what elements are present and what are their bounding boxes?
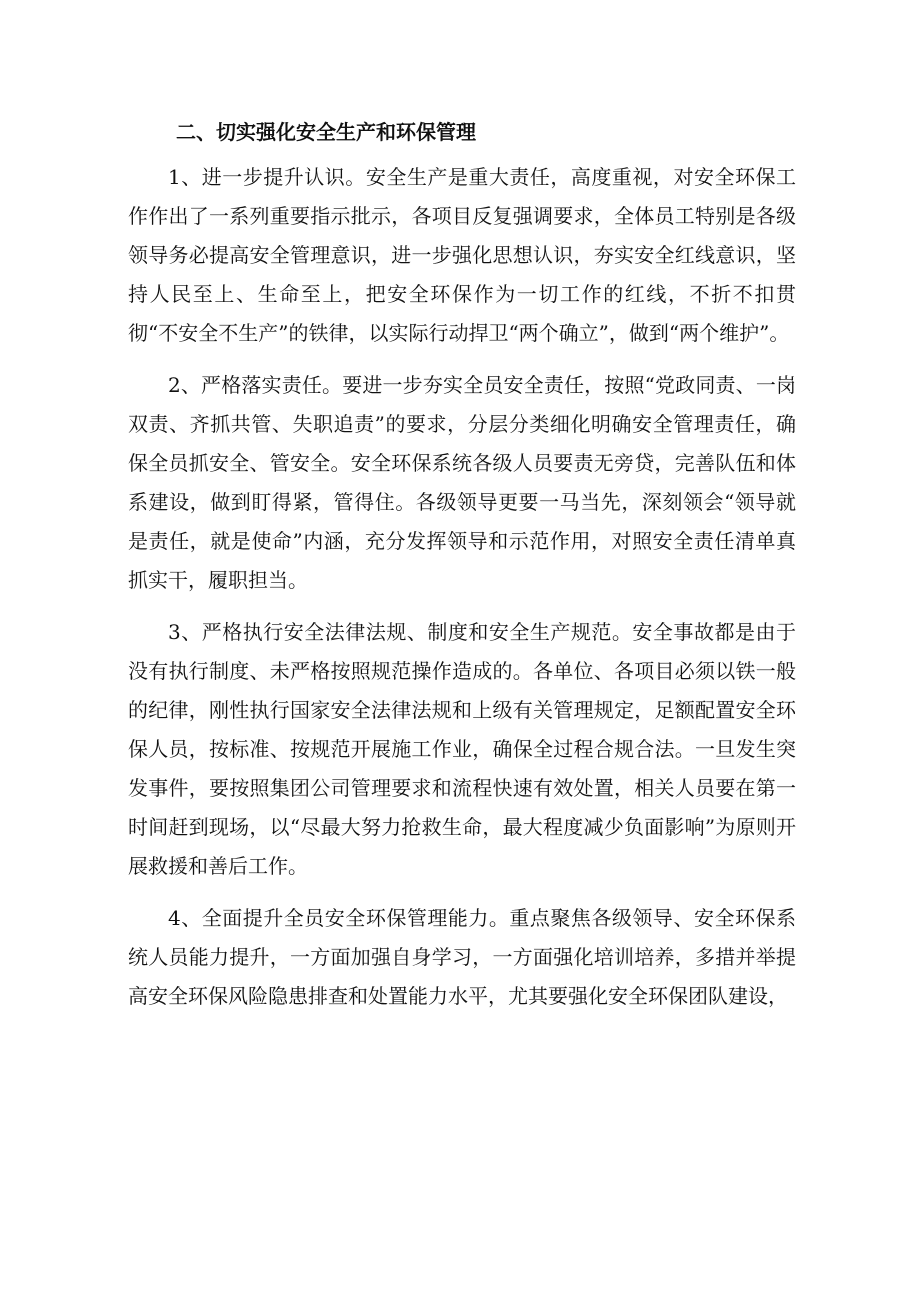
document-body [128, 114, 796, 1016]
spacer [128, 886, 796, 899]
spacer [128, 150, 796, 158]
spacer [128, 600, 796, 613]
paragraph-1: 1、进一步提升认识。安全生产是重大责任，高度重视，对安全环保工作作出了一系列重要指示批示，各项目反复强调要求，全体员工特别是各级领导务必提高安全管理意识，进一步强化思想认识，夯实安全红线意识，坚持人民至上、生命至上，把安全环保作为一切工作的红线，不折不扣贯彻“不安全不生产”的铁律，以实际行动捍卫“两个确立”，做到“两个维护”。 [128, 165, 796, 345]
paragraph-3: 3、严格执行安全法律法规、制度和安全生产规范。安全事故都是由于没有执行制度、未严格按照规范操作造成的。各单位、各项目必须以铁一般的纪律，刚性执行国家安全法律法规和上级有关管理规定，足额配置安全环保人员，按标准、按规范开展施工作业，确保全过程合规合法。一旦发生突发事件，要按照集团公司管理要求和流程快速有效处置，相关人员要在第一时间赶到现场，以“尽最大努力抢救生命，最大程度减少负面影响”为原则开展救援和善后工作。 [128, 620, 796, 878]
section-heading: 二、切实强化安全生产和环保管理 [176, 120, 476, 144]
paragraph-2: 2、严格落实责任。要进一步夯实全员安全责任，按照“党政同责、一岗双责、齐抓共管、失职追责”的要求，分层分类细化明确安全管理责任，确保全员抓安全、管安全。安全环保系统各级人员要责无旁贷，完善队伍和体系建设，做到盯得紧，管得住。各级领导更要一马当先，深刻领会“领导就是责任，就是使命”内涵，充分发挥领导和示范作用，对照安全责任清单真抓实干，履职担当。 [128, 373, 796, 592]
spacer [128, 353, 796, 366]
paragraph-4: 4、全面提升全员安全环保管理能力。重点聚焦各级领导、安全环保系统人员能力提升，一方面加强自身学习，一方面强化培训培养，多措并举提高安全环保风险隐患排查和处置能力水平，尤其要强化安全环保团队建设， [128, 906, 796, 1008]
